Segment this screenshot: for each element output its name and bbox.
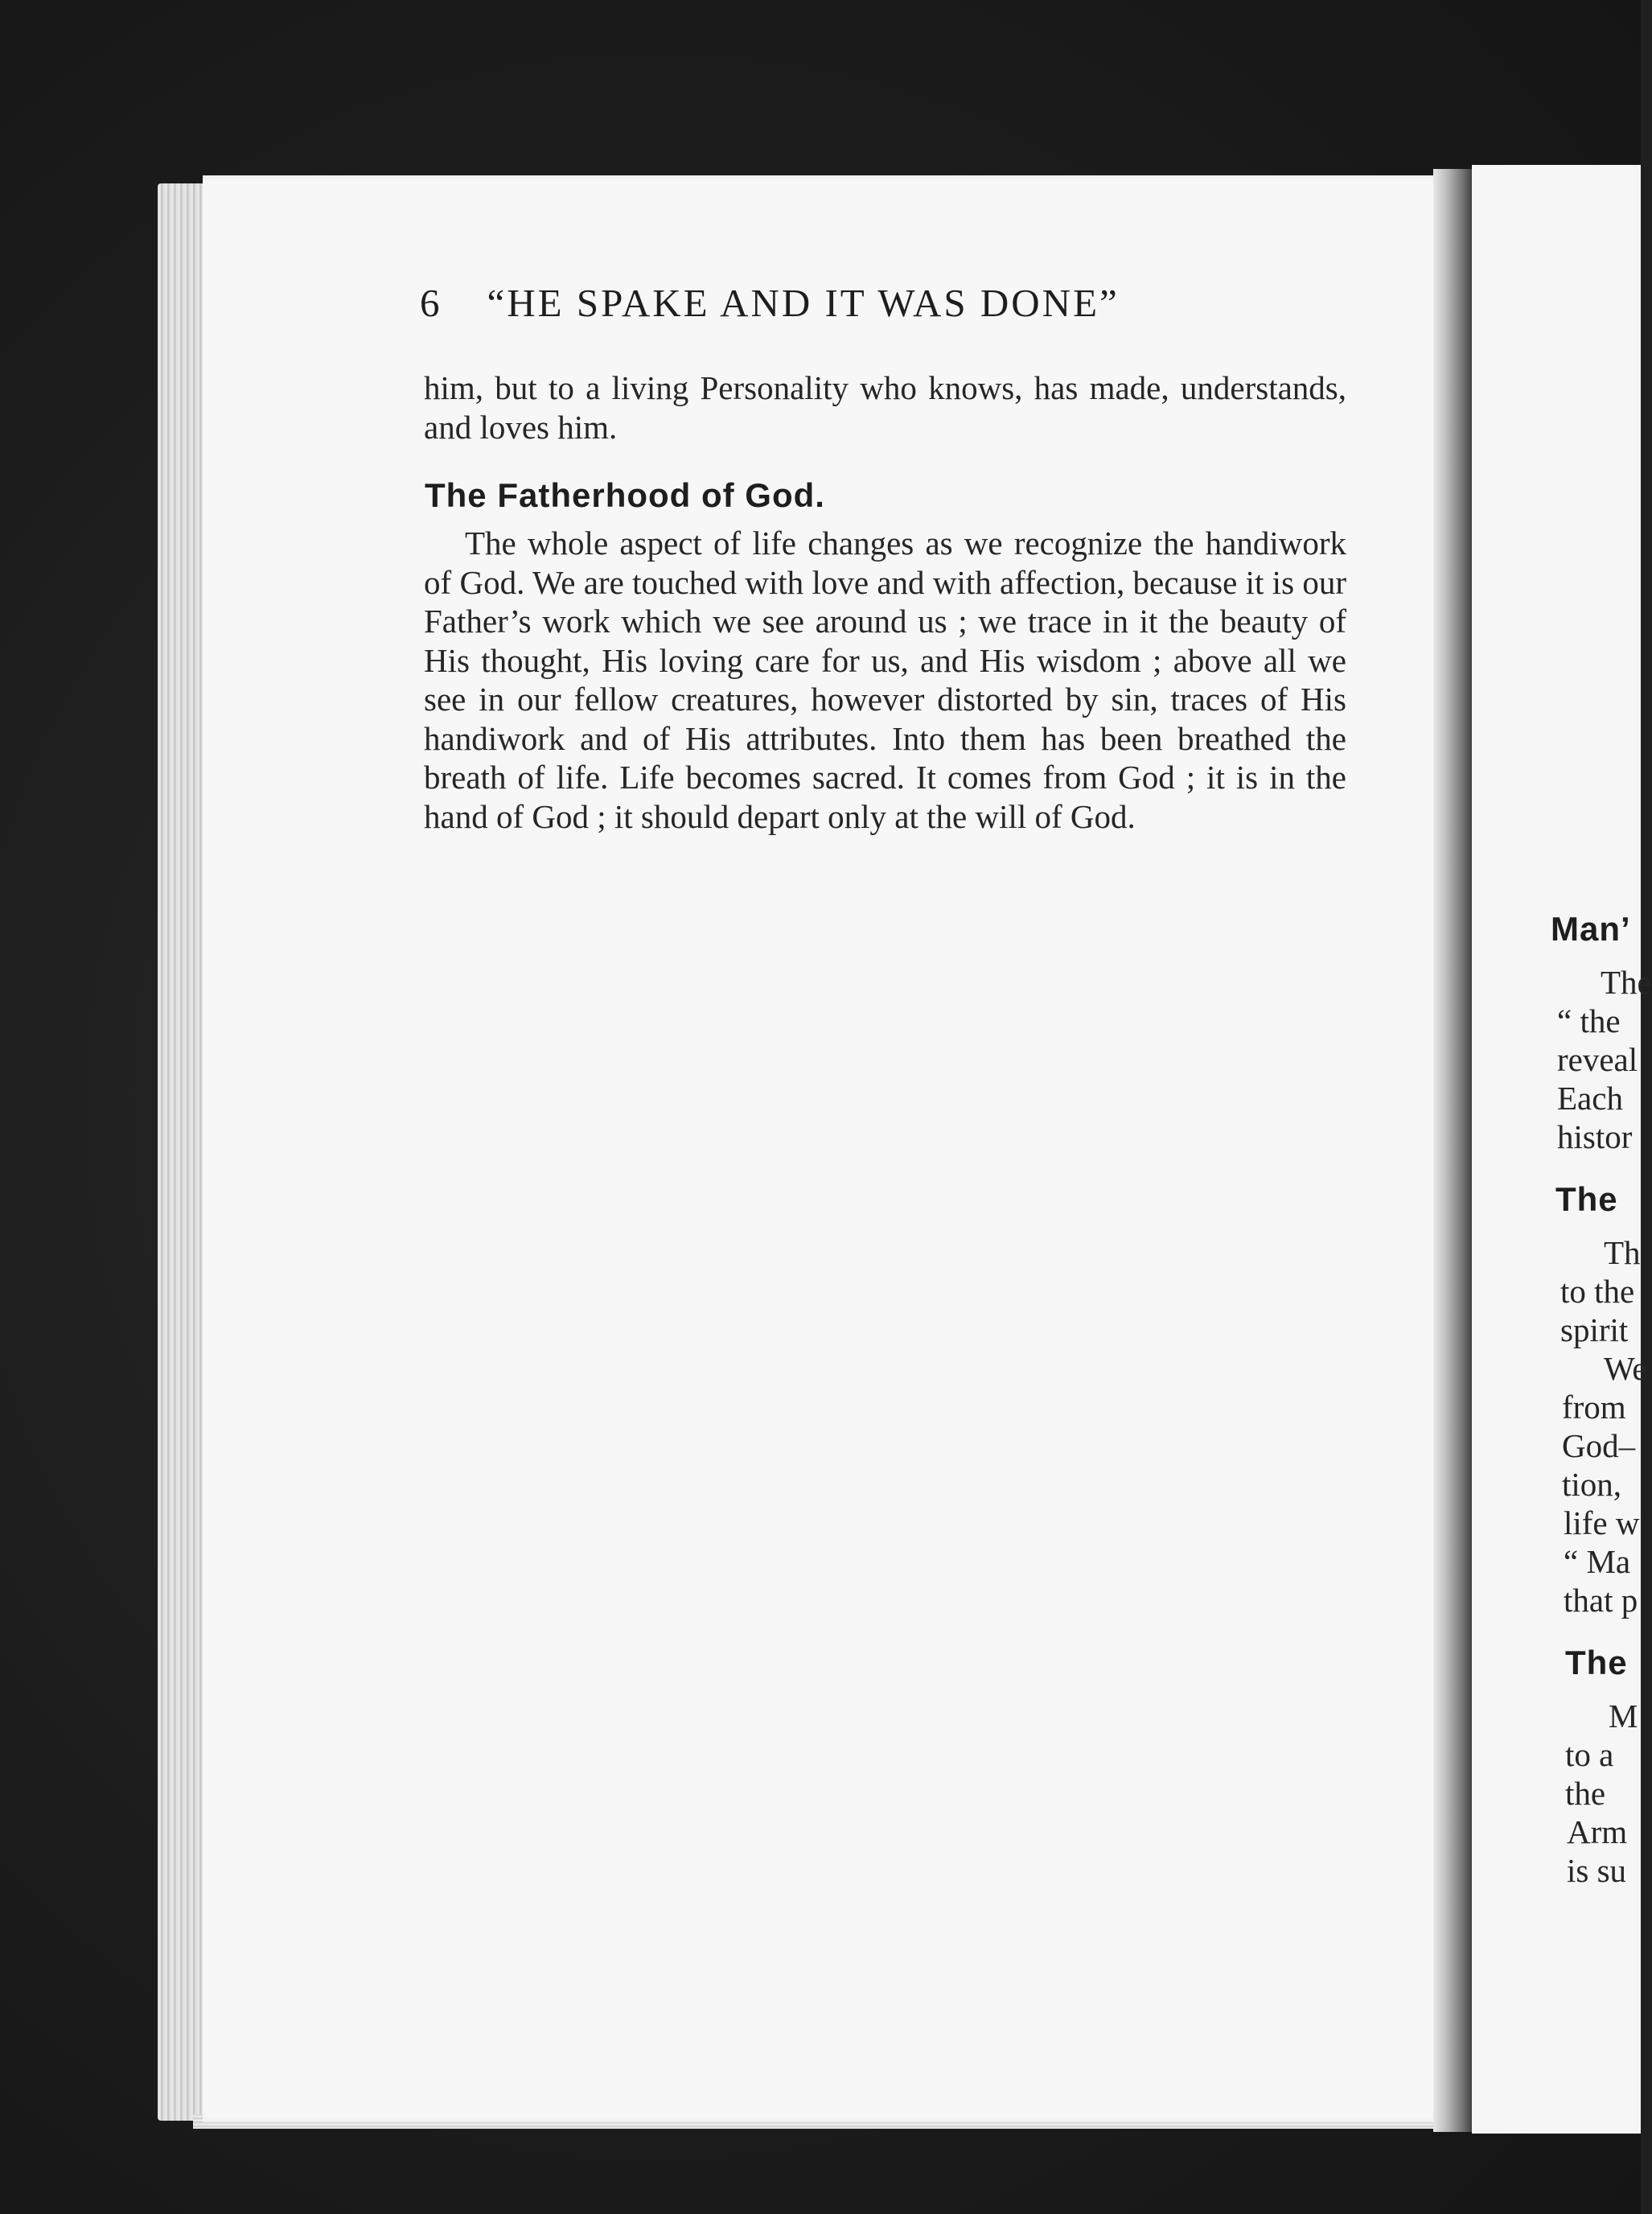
right-line: God– — [1562, 1427, 1636, 1464]
right-line: to the — [1560, 1273, 1635, 1310]
right-line: “ the — [1557, 1002, 1621, 1039]
right-line: The — [1601, 964, 1652, 1001]
right-heading-1: Man’ — [1551, 910, 1631, 948]
right-line: the — [1565, 1775, 1606, 1812]
right-line: Th — [1604, 1234, 1641, 1271]
right-page — [1472, 165, 1652, 2134]
right-heading-3: The — [1565, 1644, 1628, 1681]
section-heading: The Fatherhood of God. — [425, 476, 825, 514]
right-line: spirit — [1560, 1311, 1629, 1348]
right-line: histor — [1557, 1118, 1633, 1155]
book-gutter — [1433, 169, 1473, 2132]
right-line: tion, — [1562, 1466, 1622, 1503]
left-page — [203, 175, 1453, 2122]
paragraph-continuation: him, but to a living Personality who knows, has made, understands, and loves him. — [424, 369, 1346, 446]
right-line: We — [1604, 1350, 1647, 1387]
page-number: 6 — [420, 281, 442, 325]
right-heading-2: The — [1555, 1180, 1618, 1218]
right-line: reveal — [1557, 1041, 1638, 1078]
right-line: Each — [1557, 1080, 1623, 1117]
right-line: to a — [1565, 1736, 1614, 1773]
paragraph-main: The whole aspect of life changes as we recognize the handiwork of God. We are touched with love and with affection, because it is our Father’s work which we see around us ; we trace in it the beauty of His thought, His loving care for us, and His wisdom ; above all we see in our fellow creatures, however distorted by sin, traces of His handiwork and of His attributes. Into them has been breathed the breath of life. Life becomes sacred. It comes from God ; it is in the hand of God ; it should depart only at the will of God. — [424, 525, 1346, 835]
right-line: that p — [1564, 1582, 1638, 1619]
right-line: life w — [1564, 1504, 1640, 1541]
right-line: from — [1562, 1389, 1626, 1426]
right-line: Arm — [1567, 1813, 1628, 1850]
right-line: M — [1609, 1698, 1638, 1735]
right-line: is su — [1567, 1852, 1627, 1889]
right-line: “ Ma — [1564, 1543, 1631, 1580]
running-title: “HE SPAKE AND IT WAS DONE” — [487, 281, 1120, 325]
running-head — [420, 280, 1353, 326]
